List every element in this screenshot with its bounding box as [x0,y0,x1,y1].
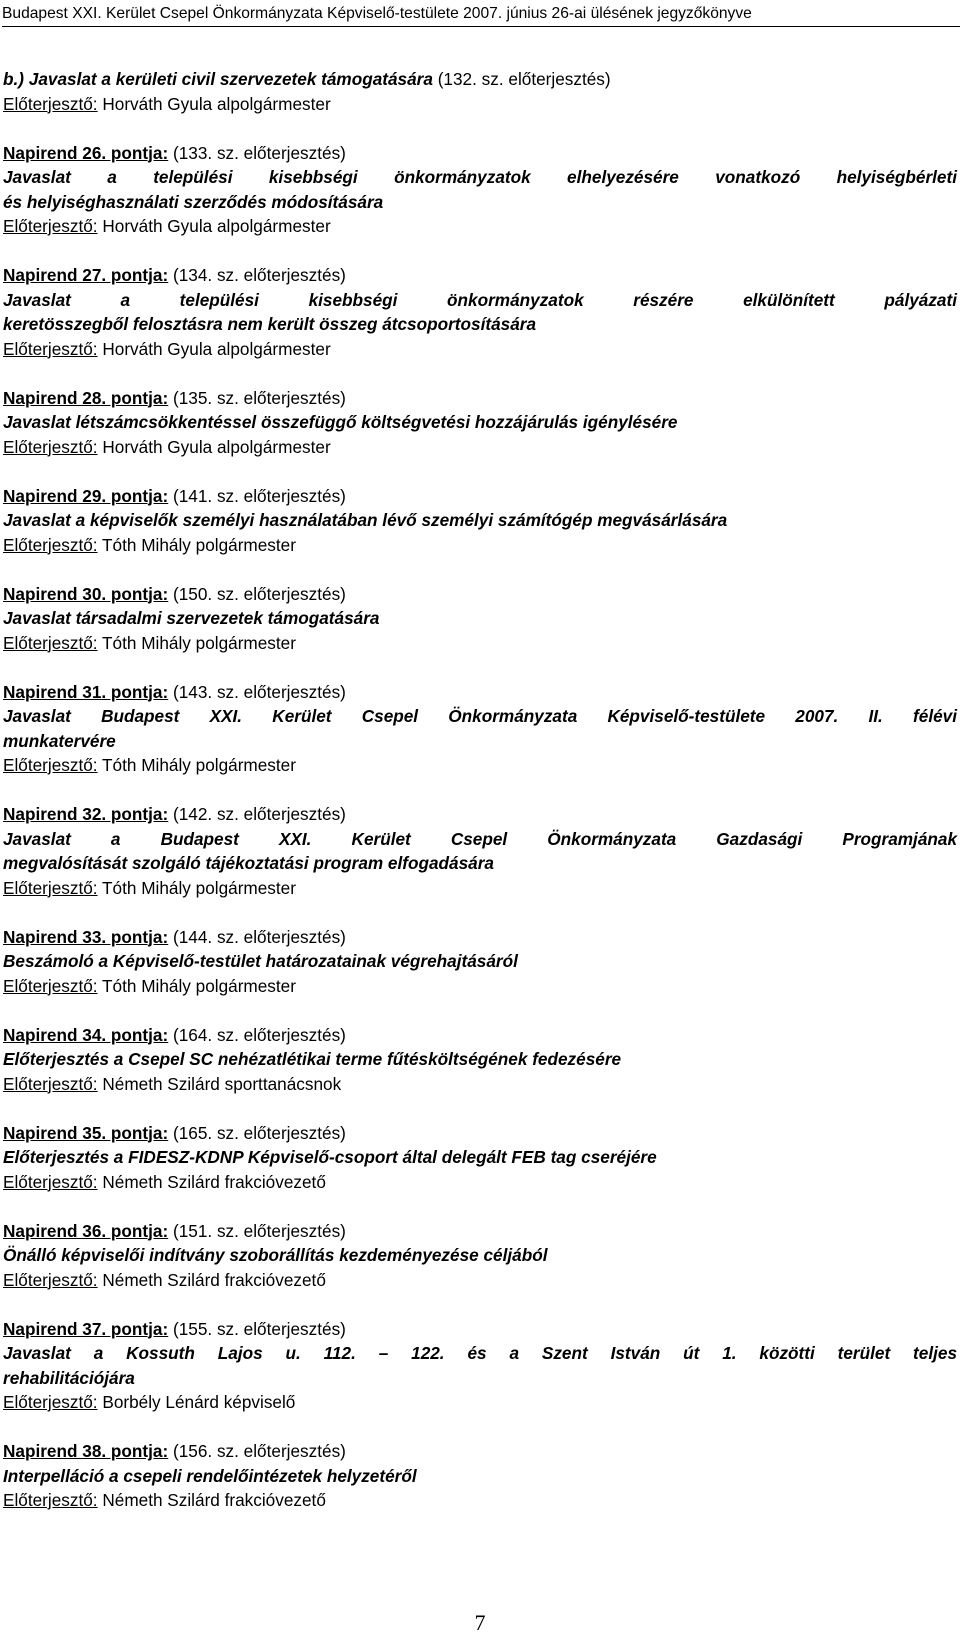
presenter-name: Németh Szilárd frakcióvezető [97,1171,326,1192]
presenter-name: Tóth Mihály polgármester [97,755,296,775]
spacer [3,239,957,264]
agenda-content [0,67,960,1513]
agenda-heading [3,484,957,509]
item-title-line: rehabilitációjára [3,1367,135,1388]
item-title-line: Javaslat a Kossuth Lajos u. 112. – 122. és a Szent István út 1. közötti terület teljes [3,1343,957,1363]
presenter-line [3,1268,957,1293]
presenter-name: Horváth Gyula alpolgármester [97,216,331,236]
item-ref: (144. sz. előterjesztés) [168,926,346,947]
item-title-line: Javaslat a települési kisebbségi önkormányzatok elhelyezésére vonatkozó helyiségbérleti [3,167,957,187]
napirend-label: Napirend 30. pontja: [3,583,169,604]
presenter-label: Előterjesztő: [3,1073,98,1094]
agenda-item [3,1121,957,1219]
napirend-label: Napirend 28. pontja: [3,387,169,408]
agenda-item [3,1219,957,1317]
item-title-line: Javaslat a képviselők személyi használatában lévő személyi számítógép megvásárlására [3,510,728,530]
item-title-line: Javaslat Budapest XXI. Kerület Csepel Önkormányzata Képviselő-testülete 2007. II. félévi [3,706,957,726]
item-title-line: Beszámoló a Képviselő-testület határozatainak végrehajtásáról [3,951,518,971]
page-number: 7 [474,1610,486,1635]
item-title-line: keretösszegből felosztásra nem került összeg átcsoportosítására [3,314,537,334]
agenda-heading [3,680,957,705]
item-title-line: Javaslat társadalmi szervezetek támogatására [3,608,380,628]
presenter-line [3,1488,957,1513]
agenda-item [3,1317,957,1440]
header-title: Budapest XXI. Kerület Csepel Önkormányzata Képviselő-testülete 2007. június 26-ai ülésének jegyzőkönyve [2,5,752,22]
agenda-item [3,263,957,386]
spacer [3,1415,957,1440]
presenter-line [3,337,957,362]
presenter-label: Előterjesztő: [3,632,98,653]
presenter-name: Németh Szilárd frakcióvezető [97,1269,326,1290]
agenda-item [3,484,957,582]
presenter-label: Előterjesztő: [3,338,98,359]
presenter-name: Borbély Lénárd képviselő [97,1392,296,1412]
item-ref: (156. sz. előterjesztés) [168,1441,346,1461]
presenter-label: Előterjesztő: [3,436,98,457]
item-ref: (132. sz. előterjesztés) [432,69,611,89]
agenda-item [3,141,957,264]
presenter-name: Horváth Gyula alpolgármester [97,338,331,359]
presenter-label: Előterjesztő: [3,1392,98,1412]
presenter-line [3,876,957,901]
presenter-name: Németh Szilárd frakcióvezető [97,1490,326,1510]
agenda-item [3,386,957,484]
napirend-label: Napirend 34. pontja: [3,1024,169,1045]
agenda-item [3,582,957,680]
presenter-name: Horváth Gyula alpolgármester [97,436,331,457]
presenter-line [3,753,957,778]
spacer [3,459,957,484]
agenda-heading [3,1317,957,1342]
presenter-line [3,214,957,239]
item-ref: (150. sz. előterjesztés) [168,583,346,604]
agenda-list [3,141,957,1513]
presenter-line [3,92,957,117]
item-title-line [3,67,957,92]
presenter-line [3,1072,957,1097]
napirend-label: Napirend 32. pontja: [3,804,169,824]
spacer [3,900,957,925]
presenter-label: Előterjesztő: [3,93,98,114]
napirend-label: Napirend 27. pontja: [3,265,169,285]
presenter-label: Előterjesztő: [3,1490,98,1510]
item-ref: (134. sz. előterjesztés) [168,265,346,285]
presenter-label: Előterjesztő: [3,534,98,555]
agenda-heading [3,263,957,288]
agenda-item [3,680,957,803]
agenda-heading [3,1439,957,1464]
napirend-label: Napirend 33. pontja: [3,926,169,947]
presenter-name: Tóth Mihály polgármester [97,877,296,898]
napirend-label: Napirend 29. pontja: [3,485,169,506]
presenter-line [3,974,957,999]
napirend-label: Napirend 35. pontja: [3,1122,169,1143]
agenda-item [3,925,957,1023]
napirend-label: Napirend 31. pontja: [3,681,169,702]
napirend-label: Napirend 37. pontja: [3,1318,169,1339]
item-title-line: munkatervére [3,730,116,751]
presenter-label: Előterjesztő: [3,755,98,775]
spacer [3,557,957,582]
item-title-line: Javaslat létszámcsökkentéssel összefüggő költségvetési hozzájárulás igénylésére [3,412,678,432]
presenter-line [3,1170,957,1195]
item-ref: (164. sz. előterjesztés) [168,1024,346,1045]
presenter-label: Előterjesztő: [3,216,98,236]
item-ref: (143. sz. előterjesztés) [168,681,346,702]
presenter-name: Tóth Mihály polgármester [97,632,296,653]
item-title-line: megvalósítását szolgáló tájékoztatási program elfogadására [3,853,494,873]
spacer [3,116,957,141]
spacer [3,361,957,386]
item-title-line: Javaslat a Budapest XXI. Kerület Csepel Önkormányzata Gazdasági Programjának [3,828,957,849]
agenda-heading [3,802,957,827]
presenter-label: Előterjesztő: [3,1171,98,1192]
presenter-name: Horváth Gyula alpolgármester [97,93,331,114]
spacer [3,778,957,803]
spacer [3,998,957,1023]
page-header [0,4,960,24]
item-ref: (165. sz. előterjesztés) [168,1122,346,1143]
agenda-heading [3,1023,957,1048]
spacer [3,1096,957,1121]
presenter-name: Tóth Mihály polgármester [97,534,296,555]
item-title-line: Javaslat a települési kisebbségi önkormányzatok részére elkülönített pályázati [3,289,957,310]
agenda-heading [3,1219,957,1244]
spacer [3,655,957,680]
spacer [3,1292,957,1317]
napirend-label: Napirend 26. pontja: [3,142,169,163]
presenter-line [3,533,957,558]
header-rule [2,26,960,27]
item-title-line: Interpelláció a csepeli rendelőintézetek helyzetéről [3,1465,417,1486]
item-ref: (133. sz. előterjesztés) [168,142,346,163]
agenda-heading [3,582,957,607]
presenter-line [3,435,957,460]
item-title-line: Önálló képviselői indítvány szoborállítás kezdeményezése céljából [3,1245,548,1265]
presenter-label: Előterjesztő: [3,975,98,996]
item-title: b.) Javaslat a kerületi civil szervezetek támogatására [3,69,433,89]
item-ref: (151. sz. előterjesztés) [168,1220,346,1241]
item-ref: (135. sz. előterjesztés) [168,387,346,408]
spacer [3,1194,957,1219]
napirend-label: Napirend 36. pontja: [3,1220,169,1241]
agenda-item [3,1439,957,1513]
item-ref: (141. sz. előterjesztés) [168,485,346,506]
agenda-heading [3,1121,957,1146]
item-ref: (142. sz. előterjesztés) [168,804,346,824]
agenda-item [3,802,957,925]
agenda-heading [3,141,957,166]
presenter-label: Előterjesztő: [3,1269,98,1290]
item-title-line: Előterjesztés a FIDESZ-KDNP Képviselő-csoport által delegált FEB tag cseréjére [3,1147,657,1167]
agenda-heading [3,386,957,411]
presenter-line [3,631,957,656]
agenda-item [3,1023,957,1121]
presenter-name: Németh Szilárd sporttanácsnok [97,1073,342,1094]
item-title-line: Előterjesztés a Csepel SC nehézatlétikai terme fűtésköltségének fedezésére [3,1049,622,1069]
presenter-name: Tóth Mihály polgármester [97,975,296,996]
presenter-line [3,1390,957,1415]
agenda-item-b [3,67,957,141]
item-ref: (155. sz. előterjesztés) [168,1318,346,1339]
presenter-label: Előterjesztő: [3,877,98,898]
item-title-line: és helyiséghasználati szerződés módosítására [3,191,384,212]
napirend-label: Napirend 38. pontja: [3,1441,169,1461]
agenda-heading [3,925,957,950]
